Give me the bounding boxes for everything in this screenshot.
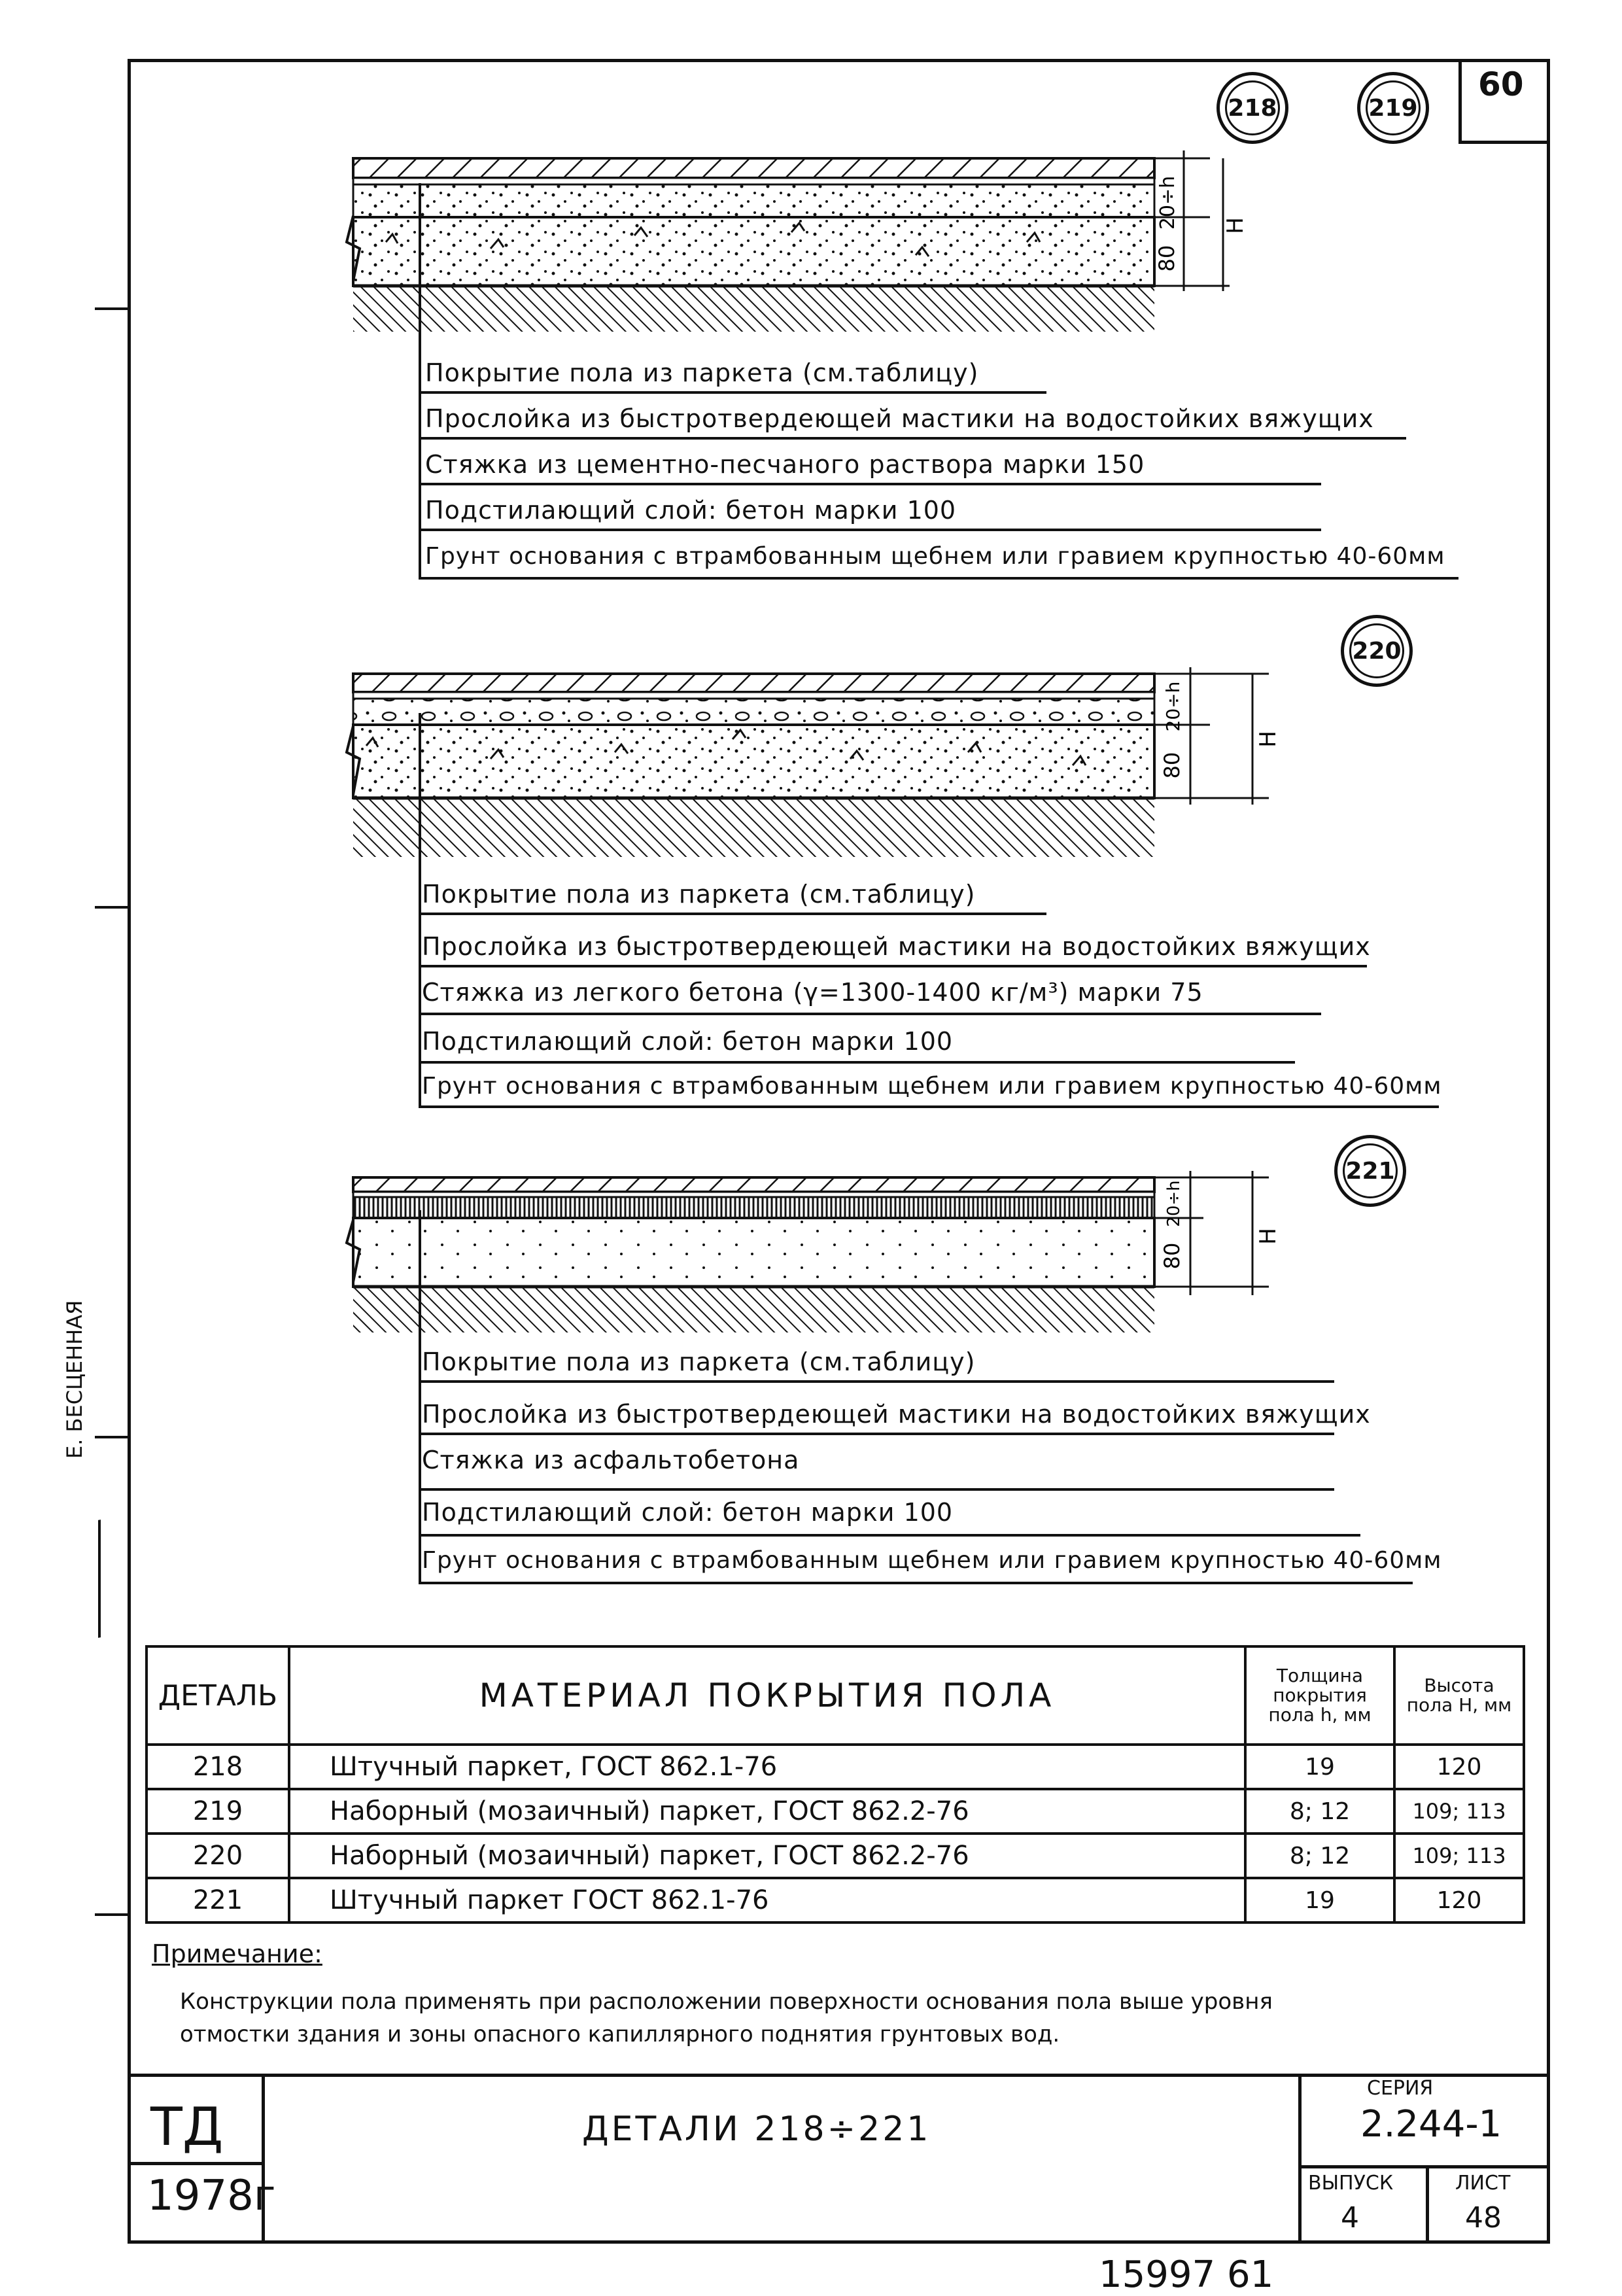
detail-marker-218: 218 — [1216, 72, 1288, 144]
title-block-divider — [1298, 2074, 1302, 2244]
title-block-divider — [1298, 2165, 1550, 2168]
label-underline — [419, 391, 1046, 394]
label-underline — [419, 437, 1406, 440]
note-line-1: Конструкции пола применять при расположении поверхности основания пола выше уровня — [180, 1989, 1273, 2015]
series-value: 2.244-1 — [1360, 2103, 1502, 2146]
issue-label: ВЫПУСК — [1308, 2172, 1394, 2195]
dim-h: 20÷h — [1164, 1180, 1184, 1227]
dim-H: H — [1222, 217, 1249, 234]
layer-label-2-4: Подстилающий слой: бетон марки 100 — [422, 1027, 954, 1056]
detail-marker-221: 221 — [1334, 1135, 1406, 1207]
margin-tick — [95, 1913, 131, 1916]
sheet-label: ЛИСТ — [1455, 2172, 1511, 2195]
title-block-divider — [1426, 2165, 1429, 2244]
archive-number: 15997 61 — [1099, 2253, 1274, 2296]
floor-section-2 — [340, 667, 1321, 877]
label-underline — [419, 913, 1046, 915]
table-header-row — [147, 1646, 1524, 1745]
layer-label-2-3: Стяжка из легкого бетона (γ=1300-1400 кг/м³) марки 75 — [422, 978, 1203, 1007]
leader-line-3 — [419, 1210, 421, 1583]
material-table — [145, 1645, 1525, 1924]
margin-tick — [95, 906, 131, 909]
table-row: 221 Штучный паркет ГОСТ 862.1-76 19 120 — [147, 1878, 1524, 1922]
table-row: 220 Наборный (мозаичный) паркет, ГОСТ 862.2-76 8; 12 109; 113 — [147, 1834, 1524, 1878]
dim-80: 80 — [1160, 1242, 1184, 1270]
year: 1978г — [147, 2172, 276, 2220]
layer-label-2-2: Прослойка из быстротвердеющей мастики на водостойких вяжущих — [422, 932, 1371, 961]
layer-label-3-3: Стяжка из асфальтобетона — [422, 1446, 800, 1474]
leader-line-2 — [419, 713, 421, 1105]
label-underline — [419, 1013, 1321, 1015]
layer-label-1-4: Подстилающий слой: бетон марки 100 — [425, 496, 957, 525]
note-title: Примечание: — [152, 1939, 322, 1968]
table-row: 219 Наборный (мозаичный) паркет, ГОСТ 862.2-76 8; 12 109; 113 — [147, 1789, 1524, 1834]
side-signature: Е. БЕСЦЕННАЯ — [62, 1300, 87, 1459]
col-thickness-header: Толщина покрытия пола h, мм — [1245, 1646, 1394, 1745]
layer-label-2-5: Грунт основания с втрамбованным щебнем или гравием крупностью 40-60мм — [422, 1073, 1442, 1100]
label-underline — [419, 577, 1458, 580]
layer-label-2-1: Покрытие пола из паркета (см.таблицу) — [422, 880, 976, 909]
margin-tick — [95, 1436, 131, 1438]
label-underline — [419, 1061, 1295, 1064]
label-underline — [419, 483, 1321, 485]
dim-H: H — [1255, 731, 1281, 748]
label-underline — [419, 1105, 1439, 1108]
series-label: СЕРИЯ — [1367, 2077, 1434, 2100]
label-underline — [419, 529, 1321, 531]
dim-h: 20÷h — [1156, 175, 1179, 230]
floor-section-1 — [340, 150, 1321, 360]
margin-tick — [95, 307, 131, 310]
layer-label-3-4: Подстилающий слой: бетон марки 100 — [422, 1498, 954, 1527]
layer-label-1-3: Стяжка из цементно-песчаного раствора марки 150 — [425, 450, 1145, 479]
title-block-divider — [128, 2162, 262, 2165]
col-height-header: Высота пола H, мм — [1394, 1646, 1524, 1745]
leader-line-1 — [419, 183, 421, 579]
layer-label-3-5: Грунт основания с втрамбованным щебнем или гравием крупностью 40-60мм — [422, 1547, 1442, 1574]
signature-scribble-icon — [98, 1515, 127, 1638]
layer-label-1-1: Покрытие пола из паркета (см.таблицу) — [425, 358, 979, 387]
layer-label-3-1: Покрытие пола из паркета (см.таблицу) — [422, 1348, 976, 1376]
sheet-number: 60 — [1478, 65, 1524, 103]
detail-marker-219: 219 — [1357, 72, 1429, 144]
dim-H: H — [1255, 1228, 1281, 1245]
layer-label-3-2: Прослойка из быстротвердеющей мастики на водостойких вяжущих — [422, 1400, 1371, 1429]
layer-label-1-5: Грунт основания с втрамбованным щебнем или гравием крупностью 40-60мм — [425, 543, 1445, 570]
col-material-header: МАТЕРИАЛ ПОКРЫТИЯ ПОЛА — [289, 1646, 1245, 1745]
layer-label-1-2: Прослойка из быстротвердеющей мастики на водостойких вяжущих — [425, 404, 1374, 433]
floor-section-3 — [340, 1171, 1321, 1367]
title-block-top-line — [128, 2074, 1550, 2077]
col-detail-header: ДЕТАЛЬ — [147, 1646, 289, 1745]
label-underline — [419, 965, 1367, 967]
issue-value: 4 — [1341, 2201, 1359, 2235]
dim-80: 80 — [1160, 752, 1184, 779]
label-underline — [419, 1380, 1334, 1383]
detail-marker-220: 220 — [1341, 615, 1413, 687]
sheet-value: 48 — [1465, 2201, 1502, 2235]
table-row: 218 Штучный паркет, ГОСТ 862.1-76 19 120 — [147, 1745, 1524, 1789]
label-underline — [419, 1582, 1413, 1584]
dim-80: 80 — [1154, 245, 1179, 272]
label-underline — [419, 1433, 1334, 1435]
dim-h: 20÷h — [1162, 681, 1184, 732]
org-mark: ТД — [150, 2096, 224, 2157]
note-line-2: отмостки здания и зоны опасного капиллярного поднятия грунтовых вод. — [180, 2021, 1060, 2047]
label-underline — [419, 1488, 1334, 1491]
label-underline — [419, 1534, 1360, 1537]
drawing-title: ДЕТАЛИ 218÷221 — [582, 2110, 931, 2149]
